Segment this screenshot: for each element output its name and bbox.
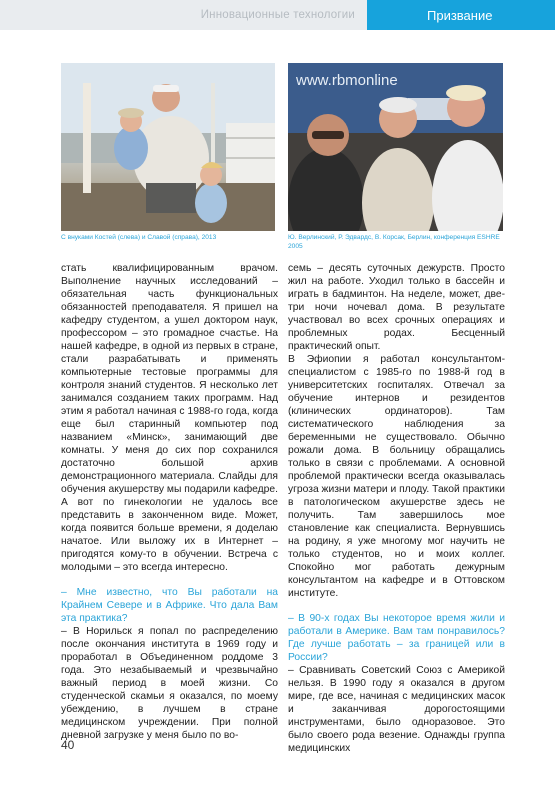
photo-grandchildren	[61, 63, 275, 231]
interview-question: – Мне известно, что Вы работали на Крайнем Севере и в Африке. Что дала Вам эта практика?	[61, 587, 278, 624]
article-column-left	[61, 262, 278, 742]
header-section-left-label: Инновационные технологии	[200, 9, 355, 21]
interview-question: – В 90-х годах Вы некоторое время жили и работали в Америке. Вам там понравилось? Где лучше работать – за границей или в России?	[288, 613, 505, 663]
header-section-right	[367, 0, 555, 30]
photo-conference-image	[288, 63, 503, 231]
conference-sign-text: www.rbmonline	[296, 72, 398, 89]
header-section-right-label: Призвание	[427, 8, 493, 23]
article-paragraph: – Сравнивать Советский Союз с Америкой нельзя. В 1990 году я оказался в другом мире, где все, начиная с медицинских масок и заканчивая дорогостоящими инструментами, было одноразовое. Это было своего рода везение. Однажды группа медицинских	[288, 665, 505, 754]
article-column-right	[288, 262, 505, 755]
page-number: 40	[61, 738, 75, 752]
photo-conference-caption: Ю. Верлинский, Р. Эдвардс, В. Корсак, Берлин, конференция ESHRE 2005	[288, 234, 500, 250]
running-header	[0, 0, 555, 30]
article-paragraph: семь – десять суточных дежурств. Просто жил на работе. Уходил только в бассейн и играть в бадминтон. На неделе, может, две-три ночи ночевал дома. В результате участвовал во всех срочных операциях и проблемных родах. Бесценный практический опыт.	[288, 263, 505, 352]
photo-grandchildren-image	[61, 63, 275, 231]
photo-conference	[288, 63, 503, 231]
article-paragraph: В Эфиопии я работал консультантом-специалистом с 1985-го по 1988-й год в университетских госпиталях. Отвечал за обучение интернов и резидентов (клинических ординаторов). Там систематического наблюдения за беременными не существовало. Обычно рожали дома. В больницу обращались только в связи с проблемами. А основной проблемой практически всегда оказывалась угроза жизни матери и плоду. Такой практики в патологическом акушерстве здесь не получить. Там завершилось мое становление как специалиста. Вернувшись на родину, я уже многому мог научить не только студентов, но и моих коллег. Спокойно мог работать дежурным консультантом на кафедре и в Оттовском институте.	[288, 354, 506, 599]
photo-grandchildren-caption: С внуками Костей (слева) и Славой (справа), 2013	[61, 234, 217, 241]
header-section-left	[0, 0, 367, 30]
article-paragraph: – В Норильск я попал по распределению после окончания института в 1969 году и проработал в Объединенном роддоме 3 года. Это незабываемый и чрезвычайно важный период в моей жизни. Со студенческой скамьи я оказался, по моему убеждению, в лучшем в стране медицинском учреждении. При полной дневной загрузке у меня было по во-	[61, 626, 278, 741]
article-paragraph: стать квалифицированным врачом. Выполнение научных исследований – обязательная часть функциональных обязанностей преподавателя. Я пришел на кафедру студентом, а ушел доктором наук, профессором – это громадное счастье. На нашей кафедре, в одной из первых в стране, стали разрабатывать и применять компьютерные тестовые программы для контроля знаний студентов. Я несколько лет занимался созданием таких программ. Над этим я работал начиная с 1988-го года, когда еще был старинный компьютер под названием «Минск», занимающий две комнаты. У меня до сих пор сохранился достаточно большой архив демонстрационного материала. Слайды для обучения акушерству мы подарили кафедре. А вот по гинекологии не удалось все представить в законченном виде. Может, когда появится больше времени, я доделаю начатое. Или выложу их в Интернет – пригодятся кому-то в обучении. Встреча с молодыми – это всегда интересно.	[61, 263, 278, 573]
